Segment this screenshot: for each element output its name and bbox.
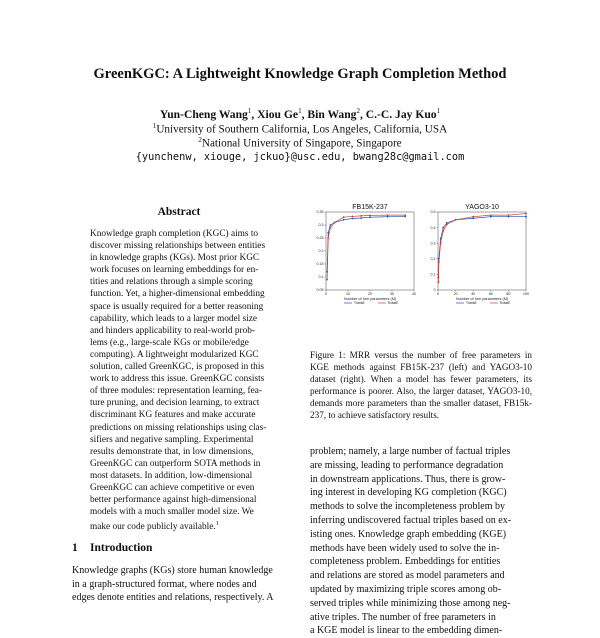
abstract-line: solution, called GreenKGC, is proposed in this	[90, 362, 265, 373]
affiliation-2: $^2$National University of Singapore, Singapore	[198, 136, 402, 150]
series-line-rotate	[327, 215, 405, 279]
data-point	[330, 227, 332, 229]
data-point	[352, 218, 354, 220]
x-tick-label: 30	[390, 292, 394, 296]
y-tick-label: 0.2	[318, 249, 324, 254]
body-line: ative triples. The number of free parameters in	[310, 611, 496, 623]
body-line: ing interest in developing KG completion (KGC)	[310, 487, 507, 499]
abstract-line: lems (e.g., large-scale KGs or mobile/edge	[90, 337, 249, 348]
y-tick-label: 0.35	[316, 210, 324, 215]
abstract-line: of three modules: representation learning, fea-	[90, 386, 262, 397]
abstract-line: function. Yet, a higher-dimensional embedding	[90, 289, 265, 300]
abstract-line: space is usually required for a better reasoning	[90, 301, 264, 312]
body-line: inferring undiscovered factual triples based on ex-	[310, 514, 512, 526]
series-line-transe	[327, 216, 405, 271]
data-point	[472, 216, 474, 218]
data-point	[442, 227, 444, 229]
body-line: a KGE model is linear to the embedding dimen-	[310, 625, 503, 637]
abstract-line: make our code publicly available.$^1$	[90, 521, 219, 533]
chart-title: FB15K-237	[352, 204, 388, 211]
abstract-line: capability, which leads to a larger model size	[90, 313, 258, 324]
data-point	[472, 217, 474, 219]
body-line: updated by maximizing triple scores among ob-	[310, 583, 502, 595]
data-point	[446, 222, 448, 224]
section-heading: 1 Introduction	[72, 542, 153, 554]
body-line: problem; namely, a large number of factual triples	[310, 446, 511, 457]
introduction-body	[72, 564, 292, 605]
x-tick-label: 100	[523, 292, 529, 296]
data-point	[360, 217, 362, 219]
abstract-line: work focuses on learning embeddings for en-	[90, 265, 259, 276]
intro-line: in a graph-structured format, where nodes and	[72, 578, 257, 590]
abstract-line: better performance against high-dimensional	[90, 495, 257, 506]
x-tick-label: 10	[346, 292, 350, 296]
y-tick-label: 0.2	[430, 257, 436, 261]
y-tick-label: 0.1	[430, 272, 436, 277]
affiliation-1: $^1$University of Southern California, Los Angeles, California, USA	[152, 122, 448, 136]
y-tick-label: 0.4	[430, 225, 436, 230]
data-point	[490, 214, 492, 216]
chart-yago	[422, 202, 532, 304]
author-emails: {yunchenw, xiouge, jckuo}@usc.edu, bwang28c@gmail.com	[135, 151, 465, 163]
data-point	[387, 216, 389, 218]
y-tick-label: 0.25	[316, 236, 324, 241]
data-point	[438, 261, 440, 263]
figure-fb15k	[310, 202, 420, 304]
y-tick-label: 0.1	[318, 275, 324, 280]
data-point	[525, 216, 527, 218]
data-point	[442, 230, 444, 232]
y-tick-label: 0.05	[316, 288, 324, 293]
data-point	[490, 216, 492, 218]
y-tick-label: 0.5	[430, 210, 436, 215]
abstract-line: models with a much smaller model size. We	[90, 507, 254, 518]
x-tick-label: 40	[412, 292, 416, 296]
author: C.-C. Jay Kuo$^1$	[365, 107, 441, 121]
abstract-line: discover missing relationships between entities	[90, 241, 266, 252]
data-point	[525, 213, 527, 215]
x-tick-label: 0	[437, 292, 439, 296]
x-axis-label: Number of free parameters (M)	[343, 297, 397, 301]
abstract-line: GreenKGC can outperform SOTA methods in	[90, 458, 261, 469]
data-point	[360, 215, 362, 217]
abstract-line: most datasets. In addition, low-dimensional	[90, 470, 253, 481]
data-point	[334, 222, 336, 224]
abstract-line: sifiers and negative sampling. Experimental	[90, 434, 254, 445]
author: Xiou Ge$^1$,	[257, 107, 308, 121]
author: Bin Wang$^2$,	[307, 107, 366, 121]
intro-line: edges denote entities and relations, respectively. A	[72, 592, 274, 604]
body-line: isting ones. Knowledge graph embedding (KGE)	[310, 528, 507, 540]
abstract-line: and hinders applicability to real-world prob-	[90, 325, 255, 336]
data-point	[352, 216, 354, 218]
x-axis-label: Number of free parameters (M)	[455, 297, 509, 301]
plot-frame	[326, 212, 414, 290]
y-tick-label: 0	[433, 288, 436, 293]
body-line: completeness problem. Embeddings for entities	[310, 556, 501, 568]
data-point	[508, 214, 510, 216]
data-point	[404, 214, 406, 216]
x-tick-label: 40	[471, 292, 476, 296]
x-tick-label: 20	[368, 292, 372, 296]
abstract-line: Knowledge graph completion (KGC) aims to	[90, 229, 259, 239]
figure-yago	[422, 202, 532, 304]
body-line: methods to solve the incompleteness problem by	[310, 501, 505, 513]
y-tick-label: 0.3	[318, 223, 324, 228]
data-point	[455, 219, 457, 221]
data-point	[446, 224, 448, 226]
plot-frame	[438, 212, 526, 290]
footnote-mark: 1	[215, 521, 219, 528]
data-point	[440, 242, 442, 244]
author-list	[0, 107, 600, 121]
data-point	[327, 237, 329, 239]
abstract-line: computing). A lightweight modularized KGC	[90, 349, 259, 360]
data-point	[343, 219, 345, 221]
series-line-rotate	[438, 214, 526, 283]
right-column-text	[310, 445, 530, 638]
data-point	[369, 216, 371, 218]
abstract-heading: Abstract	[157, 206, 201, 218]
x-tick-label: 80	[506, 292, 511, 296]
data-point	[330, 224, 332, 226]
x-tick-label: 0	[325, 292, 327, 296]
abstract-line: predictions on missing relationships using clas-	[90, 422, 267, 433]
author: Yun-Cheng Wang$^1$,	[159, 107, 258, 121]
abstract-line: GreenKGC can achieve competitive or even	[90, 482, 255, 493]
data-point	[438, 281, 440, 283]
legend-label: RotatE	[388, 301, 399, 304]
legend-label: RotatE	[500, 301, 511, 304]
chart-fb15k	[310, 202, 420, 304]
abstract-line: work to address this issue. GreenKGC consists	[90, 374, 265, 385]
x-tick-label: 20	[453, 292, 458, 296]
body-line: served triples while minimizing those among neg-	[310, 597, 511, 609]
y-tick-label: 0.15	[316, 262, 324, 267]
abstract-line: ture pruning, and decision learning, to extract	[90, 398, 260, 409]
legend-label: TransE	[354, 301, 365, 304]
abstract-line: in knowledge graphs (KGs). Most prior KGC	[90, 253, 260, 264]
data-point	[343, 216, 345, 218]
data-point	[387, 214, 389, 216]
x-tick-label: 60	[488, 292, 493, 296]
abstract-line: results demonstrate that, in low dimensions,	[90, 446, 254, 457]
data-point	[508, 216, 510, 218]
legend-label: TransE	[466, 301, 477, 304]
series-line-transe	[438, 217, 526, 278]
chart-title: YAGO3-10	[465, 204, 499, 211]
abstract-line: discriminant KG features and make accurate	[90, 410, 256, 421]
abstract-line: tities and relations through a simple scoring	[90, 277, 253, 288]
body-line: are missing, leading to performance degradation	[310, 459, 504, 471]
body-line: and relations are stored as model parameters and	[310, 570, 505, 582]
body-line: methods have been widely used to solve the in-	[310, 542, 500, 554]
abstract-body	[90, 228, 270, 533]
intro-line: Knowledge graphs (KGs) store human knowledge	[72, 565, 273, 576]
body-line: in downstream applications. Thus, there is grow-	[310, 473, 506, 485]
data-point	[369, 214, 371, 216]
data-point	[326, 279, 328, 281]
y-tick-label: 0.3	[430, 241, 436, 246]
figure-caption: Figure 1: MRR versus the number of free parameters in KGE methods against FB15K-237 (left) and YAGO3-10 dataset (right). When a model has fewer parameters, its performance is poorer. Also, the larger dataset, YAGO3-10, demands more parameters than the smaller dataset, FB15k-237, to achieve satisfactory results.	[310, 350, 532, 421]
paper-title: GreenKGC: A Lightweight Knowledge Graph Completion Method	[93, 66, 507, 82]
